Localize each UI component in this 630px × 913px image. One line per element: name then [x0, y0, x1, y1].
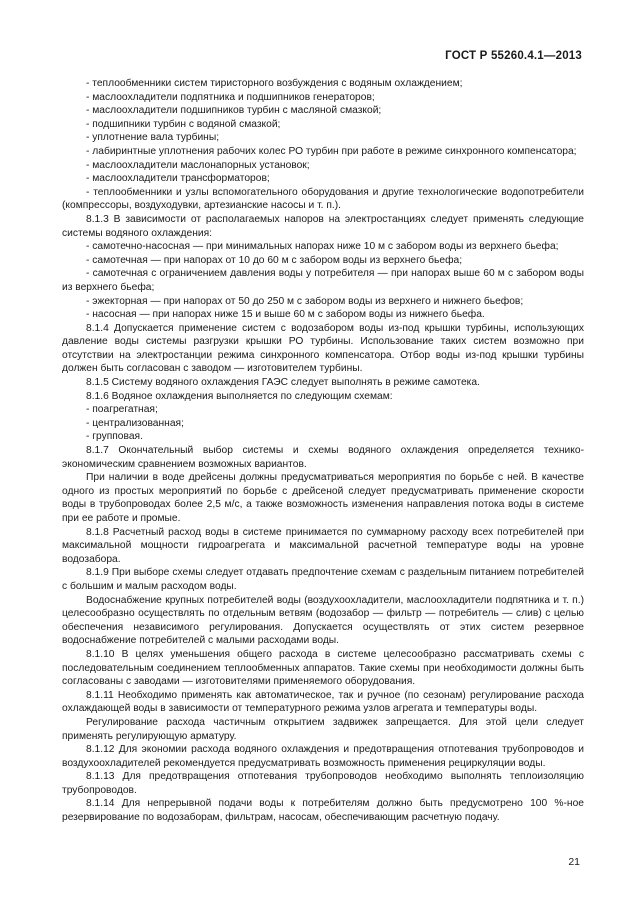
paragraph: - маслоохладители подшипников турбин с масляной смазкой;: [86, 105, 382, 117]
document-body: [62, 77, 584, 825]
paragraph: При наличии в воде дрейсены должны предусматриваться мероприятия по борьбе с ней. В качестве одного из простых мероприятий по борьбе с дрейсеной следует предусматривать применение скорости воды в трубопроводах более 2,5 м/с, а также возможность изменения направления потока воды в системе при ее работе и промые.: [62, 472, 584, 524]
paragraph: - самотечная с ограничением давления воды у потребителя — при напорах выше 60 м с забором воды из верхнего бьефа;: [62, 268, 584, 293]
paragraph: 8.1.5 Систему водяного охлаждения ГАЭС следует выполнять в режиме самотека.: [86, 377, 480, 389]
paragraph: 8.1.7 Окончательный выбор системы и схемы водяного охлаждения определяется технико-экономическим сравнением возможных вариантов.: [62, 445, 584, 470]
standard-header: ГОСТ Р 55260.4.1—2013: [445, 50, 582, 62]
paragraph: 8.1.12 Для экономии расхода водяного охлаждения и предотвращения отпотевания трубопроводов и воздухоохладителей рекомендуется предусматривать возможность применения рециркуляции воды.: [62, 744, 584, 769]
paragraph: - самотечная — при напорах от 10 до 60 м с забором воды из верхнего бьефа;: [86, 254, 463, 266]
paragraph: - поагрегатная;: [86, 404, 158, 416]
paragraph: - маслоохладители трансформаторов;: [86, 173, 270, 185]
paragraph: - самотечно-насосная — при минимальных напорах ниже 10 м с забором воды из верхнего бьефа;: [86, 241, 559, 253]
paragraph: - теплообменники систем тиристорного возбуждения с водяным охлаждением;: [86, 78, 463, 89]
paragraph: 8.1.4 Допускается применение систем с водозабором воды из-под крышки турбины, использующих давление воды системы разгрузки крышки РО турбины. Использование таких систем возможно при отсутствии на электростанции режима синхронного компенсатора. Отбор воды из-под крышки турбины должен быть согласован с заводом — изготовителем турбины.: [62, 322, 584, 375]
page-number: 21: [568, 856, 580, 868]
paragraph: 8.1.13 Для предотвращения отпотевания трубопроводов необходимо выполнять теплоизоляцию трубопроводов.: [62, 771, 584, 796]
paragraph: - эжекторная — при напорах от 50 до 250 м с забором воды из верхнего и нижнего бьефов;: [86, 295, 524, 307]
paragraph: - лабиринтные уплотнения рабочих колес РО турбин при работе в режиме синхронного компенсатора;: [86, 145, 577, 157]
paragraph: 8.1.8 Расчетный расход воды в системе принимается по суммарному расходу всех потребителей при максимальной мощности гидроагрегата и максимальной расчетной температуре воды на уровне водозабора.: [62, 526, 584, 565]
paragraph: 8.1.14 Для непрерывной подачи воды к потребителям должно быть предусмотрено 100 %-ное резервирование по водозаборам, фильтрам, насосам, обеспечивающим расчетную подачу.: [62, 798, 584, 824]
paragraph: Водоснабжение крупных потребителей воды (воздухоохладители, маслоохладители подпятника и т. п.) целесообразно осуществлять по отдельным ветвям (водозабор — фильтр — потребитель — слив) с целью обеспечения независимого регулирования. Допускается осуществлять от этих систем резервное водоснабжение потребителей с малыми расходами воды.: [62, 594, 584, 647]
paragraph: - уплотнение вала турбины;: [86, 132, 220, 144]
paragraph: 8.1.10 В целях уменьшения общего расхода в системе целесообразно рассматривать схемы с последовательным соединением теплообменных аппаратов. Такие схемы при необходимости должны быть согласованы с заводами — изготовителями применяемого оборудования.: [62, 648, 584, 688]
paragraph: 8.1.6 Водяное охлаждения выполняется по следующим схемам:: [86, 390, 393, 402]
paragraph: 8.1.3 В зависимости от располагаемых напоров на электростанциях следует применять следующие системы водяного охлаждения:: [62, 213, 584, 239]
paragraph: - теплообменники и узлы вспомогательного оборудования и другие технологические водопотребители (компрессоры, воздуходувки, артезианские насосы и т. п.).: [62, 186, 584, 212]
paragraph: - маслоохладители подпятника и подшипников генераторов;: [86, 91, 375, 103]
paragraph: - насосная — при напорах ниже 15 и выше 60 м с забором воды из нижнего бьефа.: [86, 309, 485, 321]
paragraph: 8.1.9 При выборе схемы следует отдавать предпочтение схемам с раздельным питанием потребителей с большим и малым расходом воды.: [62, 567, 584, 592]
paragraph: - подшипники турбин с водяной смазкой;: [86, 118, 281, 130]
paragraph: Регулирование расхода частичным открытием задвижек запрещается. Для этой цели следует применять регулирующую арматуру.: [62, 716, 584, 742]
paragraph: - маслоохладители маслонапорных установок;: [86, 159, 310, 171]
paragraph: 8.1.11 Необходимо применять как автоматическое, так и ручное (по сезонам) регулирование расхода охлаждающей воды в зависимости от температурного режима узлов агрегата и температуры воды.: [62, 689, 584, 715]
paragraph: - групповая.: [86, 431, 143, 443]
paragraph: - централизованная;: [86, 417, 184, 429]
